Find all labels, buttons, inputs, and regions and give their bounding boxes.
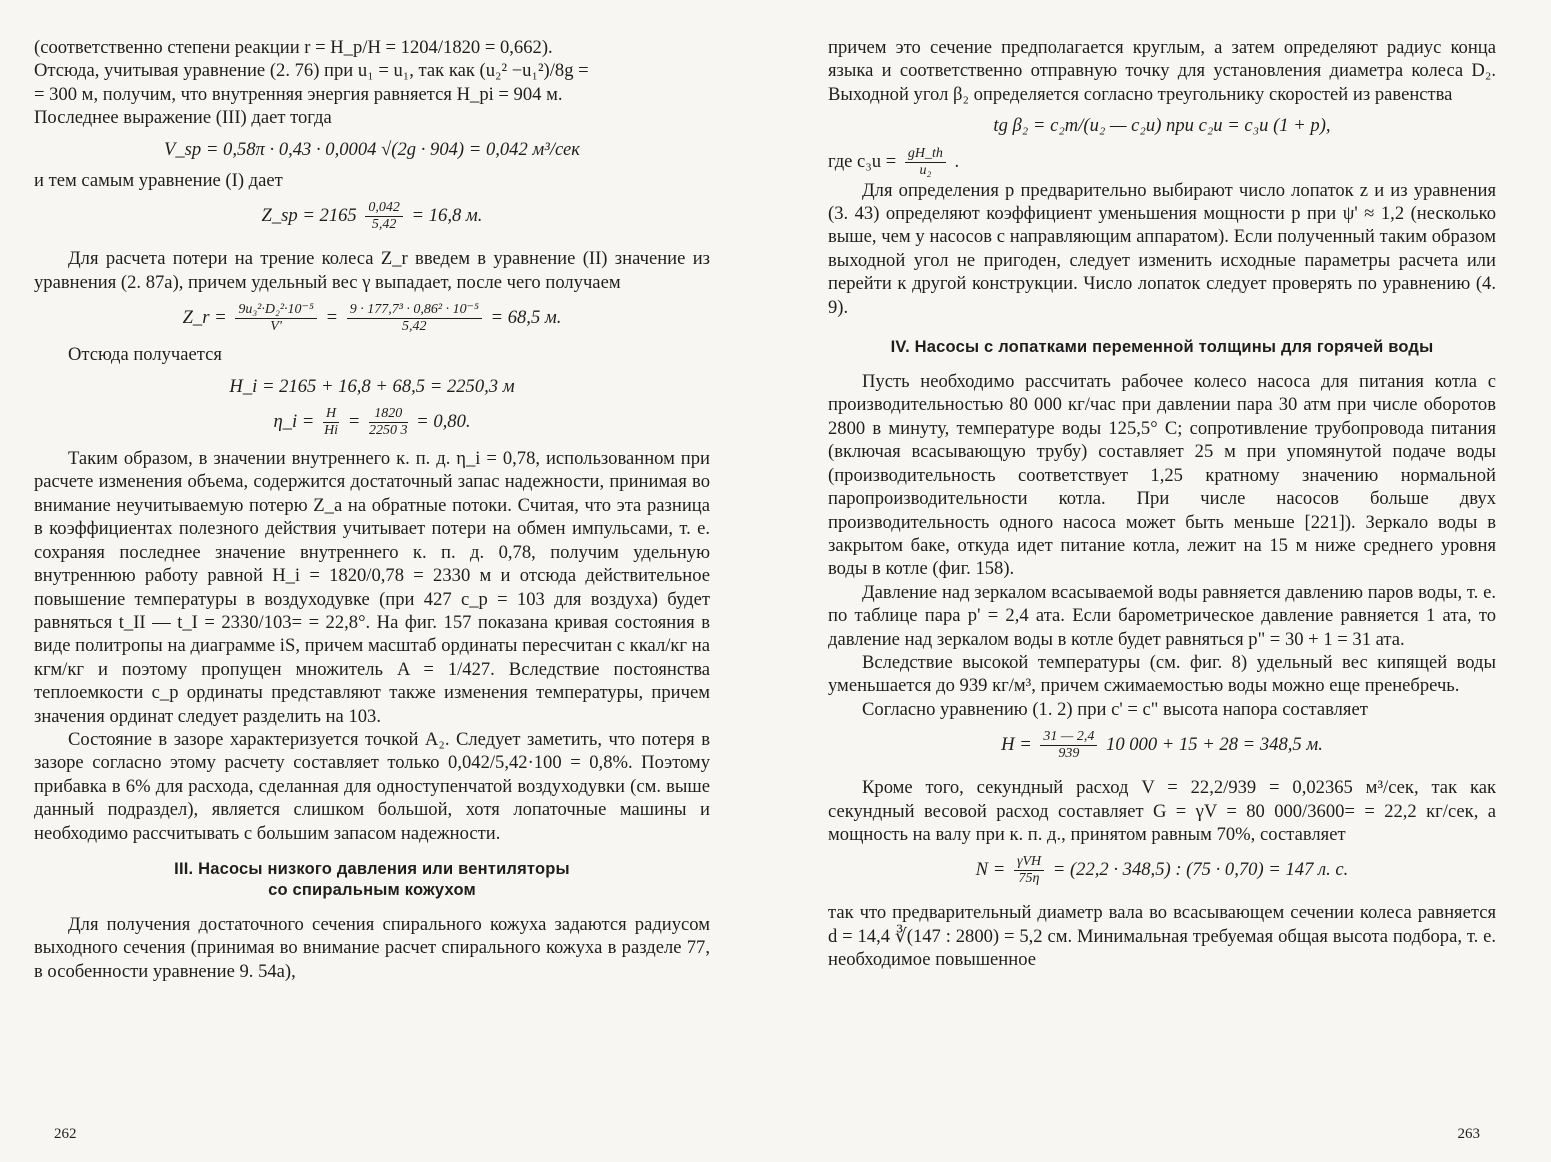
heading-line-1: III. Насосы низкого давления или вентиляторы [174,859,570,878]
eq-rhs: = (22,2 · 348,5) : (75 · 0,70) = 147 л. с. [1052,859,1349,881]
section-heading-iii [34,859,710,901]
left-line-4: Последнее выражение (III) дает тогда [34,107,332,129]
fraction-num: 0,042 [365,200,403,217]
equation-n [828,854,1496,887]
fraction [347,302,482,335]
fraction-den: 75η [1018,871,1040,887]
fraction-den: 2250 3 [369,423,408,439]
fraction-num: 9u₃²·D₂²·10⁻⁵ [235,302,317,319]
left-para-7: Для получения достаточного сечения спирального кожуха задаются радиусом выходного сечения (принимая во внимание расчет спирального кожуха в разделе 77, в особенности уравнение 9. 54а), [34,913,710,982]
eq-rhs: = 68,5 м. [490,307,562,329]
right-para-8: Кроме того, секундный расход V = 22,2/939 = 0,02365 м³/сек, так как секундный весовой расход составляет G = γV = 80 000/3600= = 22,2 кг/сек, а мощность на валу при к. п. д., принятом равным 70%, составляет [828,777,1496,845]
section-heading-iv: IV. Насосы с лопатками переменной толщины для горячей воды [890,338,1434,357]
fraction [1040,729,1097,762]
right-para-5: Давление над зеркалом всасываемой воды равняется давлению паров воды, т. е. по таблице пара p' = 2,4 ата. Если барометрическое давление равняется 1 ата, то давление над зеркалом воды в котле будет равняться p" = 30 + 1 = 31 ата. [828,581,1496,650]
right-para-7: Согласно уравнению (1. 2) при c' = c" высота напора составляет [862,698,1368,720]
left-para-5: Таким образом, в значении внутреннего к. п. д. η_i = 0,78, использованном при расчете изменения объема, содержится достаточный запас надежности, принимая во внимание неучитываемую потерю Z_a на обратные потоки. Считая, что эта разница в коэффициентах полезного действия учитывает потери на обмен импульсами, т. е. сохраняя последнее значение внутреннего к. п. д. 0,78, получим удельную внутреннюю работу равной H_i = 1820/0,78 = 2330 м и отсюда действительное повышение температуры в воздуходувке (при 427 c_p = 103 для воздуха) будет равняться t_II — t_I = 2330/103= = 22,8°. На фиг. 157 показана кривая состояния в виде политропы на диаграмме iS, причем масштаб ординаты пересчитан с ккал/кг на кгм/кг и поэтому пропущен множитель A = 1/427. Вследствие постоянства теплоемкости c_p ординаты представляют также изменения температуры, причем значения ординат следует разделить на 103. [34,448,710,727]
fraction-num: gH_th [905,146,946,163]
where-text: где c₃u = [828,150,897,172]
equation-eta [34,406,710,439]
fraction-den: Hi [324,423,339,439]
equation-vsp: V_sp = 0,58π · 0,43 · 0,0004 √(2g · 904) = 0,042 м³/сек [163,138,580,160]
fraction [235,302,317,335]
fraction-den: u₂ [919,162,932,178]
equation-h [828,729,1496,762]
left-para-2: и тем самым уравнение (I) дает [34,170,283,192]
left-para-4: Отсюда получается [68,344,222,366]
eq-rhs: = 0,80. [416,410,471,432]
right-para-2: где c₃u = $\frac{gH\_th}{\text{u₂}}$ . [828,145,960,178]
left-line-2: Отсюда, учитывая уравнение (2. 76) при u₁ = u₁, так как (u₂² −u₁²)/8g = [34,60,589,82]
right-para-3: Для определения p предварительно выбирают число лопаток z и из уравнения (3. 43) определяют коэффициент уменьшения мощности p при ψ' ≈ 1,2 (несколько выше, чем у насосов с направляющим аппаратом). Если полученный таким образом выходной угол не пригоден, следует изменить исходные параметры расчета или перейти к другой конструкции. Число лопаток следует проверять по уравнению (4. 9). [828,179,1496,318]
fraction-num: 31 — 2,4 [1040,729,1097,746]
fraction-den: 5,42 [371,217,397,233]
fraction [323,406,339,439]
right-para-9: так что предварительный диаметр вала во всасывающем сечении колеса равняется d = 14,4 ∛(147 : 2800) = 5,2 см. Минимальная требуемая общая высота подбора, т. е. необходимое повышенное [828,902,1496,971]
heading-line-2: со спиральным кожухом [268,880,476,899]
right-para-1: причем это сечение предполагается круглым, а затем определяют радиус конца языка и соответственно отправную точку для установления диаметра колеса D₂. Выходной угол β₂ определяется согласно треугольнику скоростей из равенства [828,37,1496,105]
eq-sign: = [325,307,339,329]
right-para-4: Пусть необходимо рассчитать рабочее колесо насоса для питания котла с производительностью 80 000 кг/час при давлении пара 30 атм при числе оборотов 2800 в минуту, температуре воды 125,5° C; сопротивление трубопровода питания (включая всасывающую трубу) составляет 25 м при упомянутой подаче воды (производительность соответствует 1,25 кратному значению нормальной паропроизводительности котла. При числе насосов больше двух производительность одного насоса может быть меньше [221]). Зеркало воды в закрытом баке, откуда идет питание котла, лежит на 15 м ниже среднего уровня воды в котле (фиг. 158). [828,371,1496,580]
equation-hi: H_i = 2165 + 16,8 + 68,5 = 2250,3 м [229,375,515,397]
eq-rhs: 10 000 + 15 + 28 = 348,5 м. [1106,733,1323,755]
eq-lhs: Z_sp = 2165 [261,205,357,227]
fraction [369,406,408,439]
equation-zsp [34,200,710,233]
left-para-3: Для расчета потери на трение колеса Z_r введем в уравнение (II) значение из уравнения (2. 87а), причем удельный вес γ выпадает, после чего получаем [34,248,710,293]
equation-zr [34,302,710,335]
fraction-num: 9 · 177,7³ · 0,86² · 10⁻⁵ [347,302,482,319]
eq-lhs: Z_r = [182,307,227,329]
left-para-6: Состояние в зазоре характеризуется точкой A₂. Следует заметить, что потеря в зазоре согласно этому расчету составляет только 0,042/5,42·100 = 0,8%. Поэтому прибавка в 6% для расхода, сделанная для одноступенчатой воздуходувки (см. выше данный подраздел), является слишком большой, хотя лопаточные машины и необходимо рассчитывать с большим запасом надежности. [34,728,710,844]
fraction-den: V' [270,319,282,335]
fraction-num: 1820 [369,406,408,423]
fraction-num: H [323,406,339,423]
eq-lhs: N = [975,859,1006,881]
eq-sign: = [347,410,361,432]
eq-rhs: = 16,8 м. [411,205,483,227]
right-page [828,36,1496,1146]
left-line-3: = 300 м, получим, что внутренняя энергия равняется H_pi = 904 м. [34,83,563,105]
fraction [365,200,403,233]
fraction [905,146,946,179]
left-page [34,36,710,1146]
page-number-left: 262 [54,1125,77,1142]
eq-lhs: H = [1001,733,1032,755]
page-number-right: 263 [1457,1125,1480,1142]
left-line-1: (соответственно степени реакции r = H_p/H = 1204/1820 = 0,662). [34,37,553,58]
fraction-num: γVH [1014,854,1044,871]
fraction [1014,854,1044,887]
fraction-den: 939 [1058,746,1080,762]
equation-tg-beta: tg β₂ = c₂m/(u₂ — c₂u) при c₂u = c₃u (1 + p), [993,115,1331,137]
eq-lhs: η_i = [273,410,315,432]
fraction-den: 5,42 [402,319,427,335]
right-para-6: Вследствие высокой температуры (см. фиг. 8) удельный вес кипящей воды уменьшается до 939 кг/м³, причем сжимаемостью воды можно еще пренебречь. [828,651,1496,697]
